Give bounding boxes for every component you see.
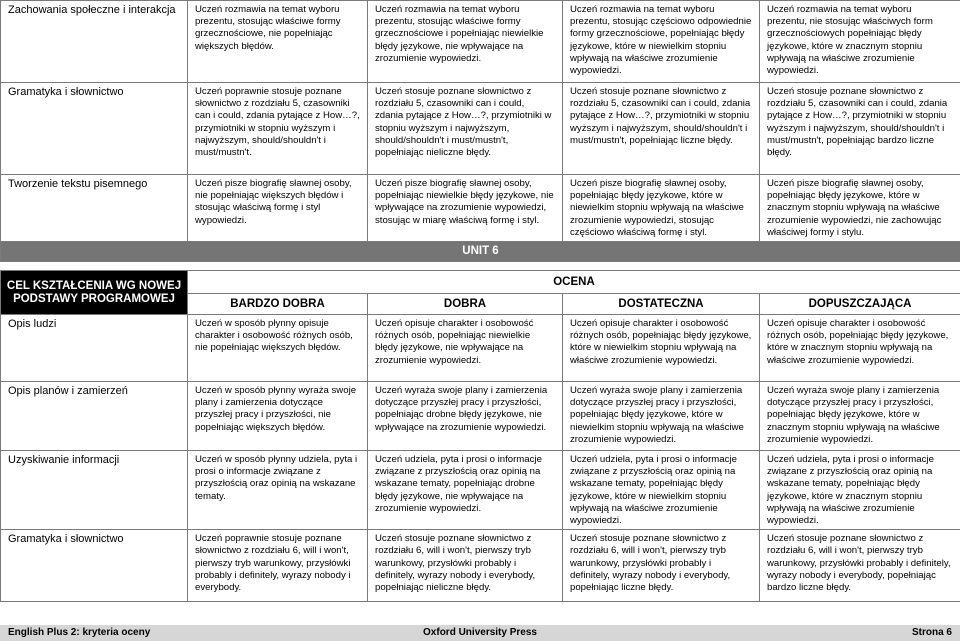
table-row — [1, 83, 960, 175]
criteria-cell: Uczeń stosuje poznane słownictwo z rozdziału 5, czasowniki can i could, zdania pytające z How…?, przymiotniki w stopniu wyższym i najwyższym, should/shouldn't i must/mustn't, popełniając bardzo liczne błędy. — [760, 83, 960, 175]
criteria-cell: Uczeń rozmawia na temat wyboru prezentu, stosując częściowo odpowiednie formy grzecznościowe, popełniając błędy językowe, które w niewielkim stopniu wpływają na właściwe zrozumienie wypowiedzi. — [563, 1, 760, 83]
criteria-cell: Uczeń w sposób płynny wyraża swoje plany i zamierzenia dotyczące przyszłej pracy i przyszłości, nie popełniając większych błędów. — [188, 382, 368, 451]
criteria-cell: Uczeń poprawnie stosuje poznane słownictwo z rozdziału 6, will i won't, pierwszy tryb warunkowy, przysłówki probably i definitely, wyrazy nobody i everybody. — [188, 530, 368, 602]
grade-header: BARDZO DOBRA — [188, 294, 368, 315]
page-footer — [0, 625, 960, 641]
footer-page-number: Strona 6 — [911, 627, 952, 638]
criteria-cell: Uczeń pisze biografię sławnej osoby, nie popełniając większych błędów i stosując właściwą formę i styl wypowiedzi. — [188, 175, 368, 242]
criteria-cell: Uczeń wyraża swoje plany i zamierzenia dotyczące przyszłej pracy i przyszłości, popełniając drobne błędy językowe, nie wpływające na zrozumienie wypowiedzi. — [368, 382, 563, 451]
goal-header: CEL KSZTAŁCENIA WG NOWEJ PODSTAWY PROGRAMOWEJ — [1, 271, 188, 315]
criteria-cell: Uczeń wyraża swoje plany i zamierzenia dotyczące przyszłej pracy i przyszłości, popełniając błędy językowe, które w niewielkim stopniu wpływają na właściwe zrozumienie wypowiedzi. — [563, 382, 760, 451]
criteria-cell: Uczeń poprawnie stosuje poznane słownictwo z rozdziału 5, czasowniki can i could, zdania pytające z How…?, przymiotniki w stopniu wyższym i najwyższym, should/shouldn't i must/mustn't. — [188, 83, 368, 175]
criteria-cell: Uczeń udziela, pyta i prosi o informacje związane z przyszłością oraz opinią na wskazane tematy, popełniając błędy językowe, które w znacznym stopniu wpływają na właściwe zrozumienie wypowiedzi. — [760, 451, 960, 530]
footer-title: English Plus 2: kryteria oceny — [8, 627, 151, 638]
criteria-cell: Uczeń w sposób płynny opisuje charakter i osobowość różnych osób, nie popełniając większych błędów. — [188, 315, 368, 382]
row-label: Gramatyka i słownictwo — [1, 530, 188, 602]
table-row — [1, 451, 960, 530]
criteria-cell: Uczeń pisze biografię sławnej osoby, popełniając niewielkie błędy językowe, nie wpływające na zrozumienie wypowiedzi, stosując w miarę właściwą formę i styl. — [368, 175, 563, 242]
criteria-cell: Uczeń udziela, pyta i prosi o informacje związane z przyszłością oraz opinią na wskazane tematy, popełniając błędy językowe, które w niewielkim stopniu wpływają na właściwe zrozumienie wypowiedzi. — [563, 451, 760, 530]
criteria-cell: Uczeń opisuje charakter i osobowość różnych osób, popełniając niewielkie błędy językowe, nie wpływające na zrozumienie wypowiedzi. — [368, 315, 563, 382]
criteria-cell: Uczeń stosuje poznane słownictwo z rozdziału 5, czasowniki can i could, zdania pytające z How…?, przymiotniki w stopniu wyższym i najwyższym, should/shouldn't i must/mustn't, popełniając liczne błędy. — [563, 83, 760, 175]
criteria-cell: Uczeń stosuje poznane słownictwo z rozdziału 6, will i won't, pierwszy tryb warunkowy, przysłówki probably i definitely, wyrazy nobody i everybody, popełniając liczne błędy. — [563, 530, 760, 602]
footer-publisher: Oxford University Press — [423, 627, 537, 638]
table-row — [1, 175, 960, 242]
table-row — [1, 315, 960, 382]
spacer-row — [1, 262, 960, 271]
row-label: Tworzenie tekstu pisemnego — [1, 175, 188, 242]
criteria-cell: Uczeń w sposób płynny udziela, pyta i prosi o informacje związane z przyszłością oraz opinią na wskazane tematy. — [188, 451, 368, 530]
unit-title-bar — [1, 242, 960, 262]
table-row — [1, 1, 960, 83]
unit5-criteria-table — [0, 0, 960, 242]
criteria-cell: Uczeń rozmawia na temat wyboru prezentu, stosując właściwe formy grzecznościowe i popełniając niewielkie błędy językowe, nie wpływające na zrozumienie wypowiedzi. — [368, 1, 563, 83]
criteria-cell: Uczeń udziela, pyta i prosi o informacje związane z przyszłością oraz opinią na wskazane tematy, popełniając drobne błędy językowe, nie wpływające na zrozumienie wypowiedzi. — [368, 451, 563, 530]
unit6-criteria-table — [0, 241, 960, 602]
criteria-cell: Uczeń rozmawia na temat wyboru prezentu, stosując właściwe formy grzecznościowe, nie popełniając większych błędów. — [188, 1, 368, 83]
criteria-cell: Uczeń opisuje charakter i osobowość różnych osób, popełniając błędy językowe, które w znacznym stopniu wpływają na właściwe zrozumienie wypowiedzi. — [760, 315, 960, 382]
row-label: Zachowania społeczne i interakcja — [1, 1, 188, 83]
criteria-cell: Uczeń opisuje charakter i osobowość różnych osób, popełniając błędy językowe, które w niewielkim stopniu wpływają na właściwe zrozumienie wypowiedzi. — [563, 315, 760, 382]
grade-header: DOPUSZCZAJĄCA — [760, 294, 960, 315]
table-row — [1, 530, 960, 602]
grade-header: DOBRA — [368, 294, 563, 315]
criteria-cell: Uczeń pisze biografię sławnej osoby, popełniając błędy językowe, które w znacznym stopniu wpływają na właściwe zrozumienie wypowiedzi, nie zachowując właściwej formy i stylu. — [760, 175, 960, 242]
criteria-cell: Uczeń rozmawia na temat wyboru prezentu, nie stosując właściwych form grzecznościowych popełniając błędy językowe, które w znacznym stopniu wpływają na właściwe zrozumienie wypowiedzi. — [760, 1, 960, 83]
row-label: Uzyskiwanie informacji — [1, 451, 188, 530]
unit-title: UNIT 6 — [1, 242, 960, 262]
row-label: Opis planów i zamierzeń — [1, 382, 188, 451]
row-label: Gramatyka i słownictwo — [1, 83, 188, 175]
table-row — [1, 382, 960, 451]
grade-header: DOSTATECZNA — [563, 294, 760, 315]
ocena-header: OCENA — [188, 271, 960, 294]
criteria-cell: Uczeń wyraża swoje plany i zamierzenia dotyczące przyszłej pracy i przyszłości, popełniając błędy językowe, które w znacznym stopniu wpływają na właściwe zrozumienie wypowiedzi. — [760, 382, 960, 451]
criteria-cell: Uczeń pisze biografię sławnej osoby, popełniając błędy językowe, które w niewielkim stopniu wpływają na właściwe zrozumienie wypowiedzi, stosując częściowo właściwą formę i styl. — [563, 175, 760, 242]
criteria-cell: Uczeń stosuje poznane słownictwo z rozdziału 6, will i won't, pierwszy tryb warunkowy, przysłówki probably i definitely, wyrazy nobody i everybody, popełniając nieliczne błędy. — [368, 530, 563, 602]
criteria-cell: Uczeń stosuje poznane słownictwo z rozdziału 5, czasowniki can i could, zdania pytające z How…?, przymiotniki w stopniu wyższym i najwyższym, should/shouldn't i must/mustn't, popełniając nieliczne błędy. — [368, 83, 563, 175]
criteria-cell: Uczeń stosuje poznane słownictwo z rozdziału 6, will i won't, pierwszy tryb warunkowy, przysłówki probably i definitely, wyrazy nobody i everybody, popełniając bardzo liczne błędy. — [760, 530, 960, 602]
row-label: Opis ludzi — [1, 315, 188, 382]
header-row — [1, 271, 960, 294]
